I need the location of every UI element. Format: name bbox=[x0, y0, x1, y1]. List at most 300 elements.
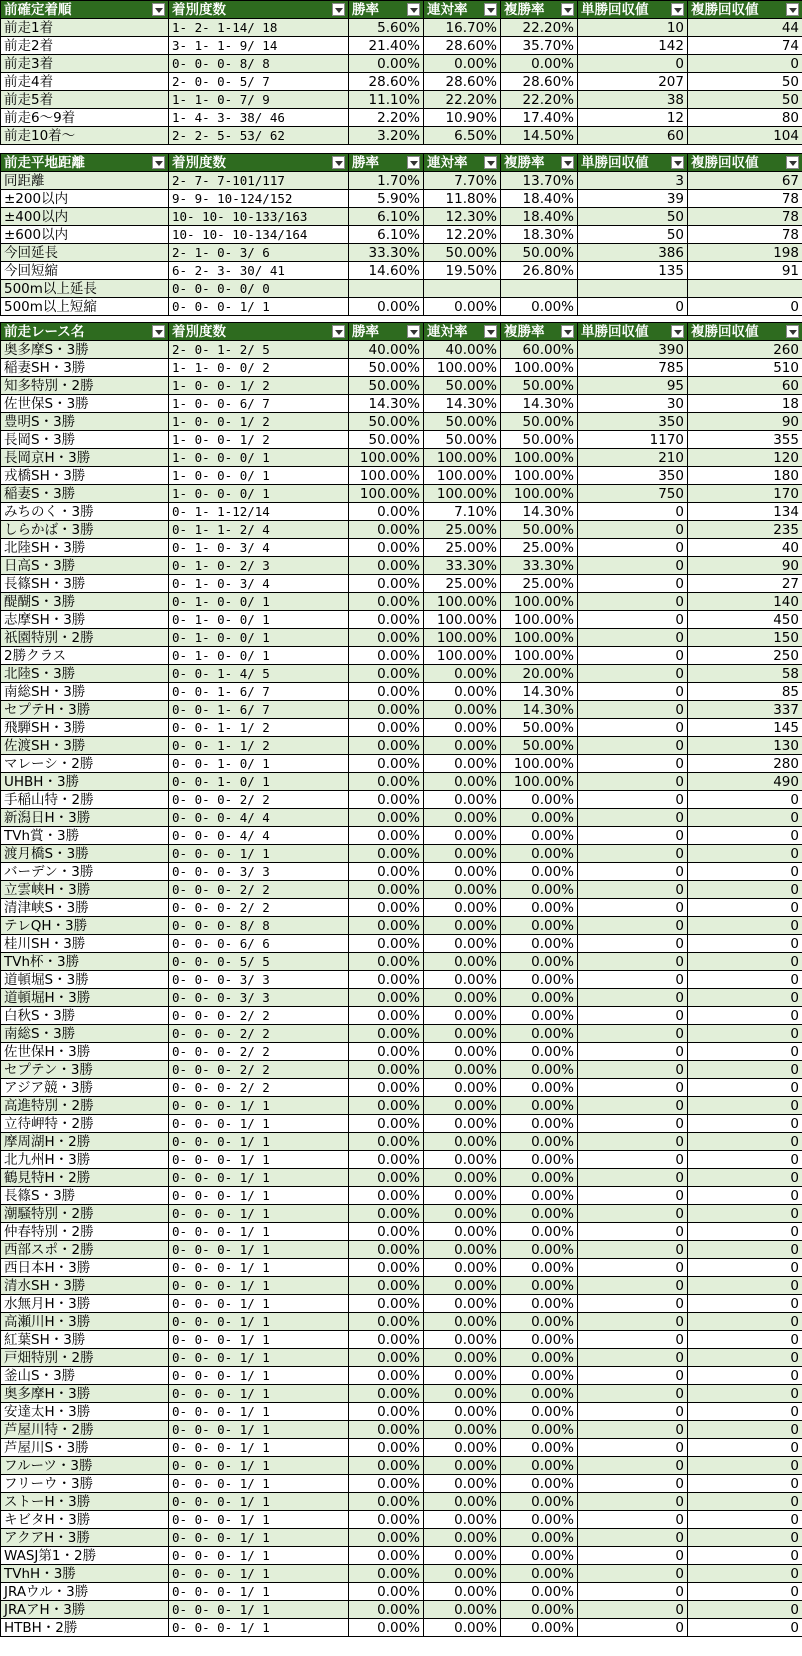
column-header-label: 前確定着順 bbox=[4, 1, 72, 18]
cell-label: 桂川SH・3勝 bbox=[1, 935, 169, 953]
cell-win-rate: 0.00% bbox=[349, 773, 424, 791]
cell-record: 0- 0- 0- 2/ 2 bbox=[169, 1043, 349, 1061]
cell-win-return: 0 bbox=[578, 1133, 688, 1151]
cell-record: 0- 0- 0- 4/ 4 bbox=[169, 827, 349, 845]
filter-dropdown-icon[interactable] bbox=[332, 3, 345, 16]
cell-quinella-rate: 25.00% bbox=[424, 575, 501, 593]
column-header-win-return bbox=[578, 1, 688, 19]
cell-quinella-rate: 0.00% bbox=[424, 1529, 501, 1547]
cell-label: 戎橋SH・3勝 bbox=[1, 467, 169, 485]
cell-record: 1- 0- 0- 0/ 1 bbox=[169, 485, 349, 503]
cell-quinella-rate: 0.00% bbox=[424, 1583, 501, 1601]
cell-place-return: 0 bbox=[688, 1565, 802, 1583]
cell-win-return: 0 bbox=[578, 1511, 688, 1529]
table-row bbox=[1, 37, 802, 55]
cell-win-rate: 0.00% bbox=[349, 1169, 424, 1187]
table-row bbox=[1, 1583, 802, 1601]
cell-win-rate: 50.00% bbox=[349, 431, 424, 449]
cell-win-return: 0 bbox=[578, 1115, 688, 1133]
cell-win-rate: 5.90% bbox=[349, 190, 424, 208]
table-row bbox=[1, 1205, 802, 1223]
cell-win-return: 0 bbox=[578, 809, 688, 827]
cell-record: 2- 0- 0- 5/ 7 bbox=[169, 73, 349, 91]
column-header-label: 勝率 bbox=[352, 1, 379, 18]
cell-label: 仲春特別・2勝 bbox=[1, 1223, 169, 1241]
table-row bbox=[1, 172, 802, 190]
cell-quinella-rate: 0.00% bbox=[424, 55, 501, 73]
cell-win-rate: 0.00% bbox=[349, 1313, 424, 1331]
cell-win-return: 0 bbox=[578, 683, 688, 701]
filter-dropdown-icon[interactable] bbox=[407, 156, 420, 169]
cell-quinella-rate: 6.50% bbox=[424, 127, 501, 145]
cell-place-rate: 0.00% bbox=[501, 791, 578, 809]
cell-label: TVh賞・3勝 bbox=[1, 827, 169, 845]
cell-place-return: 0 bbox=[688, 1547, 802, 1565]
cell-record: 0- 0- 0- 3/ 3 bbox=[169, 989, 349, 1007]
cell-record: 0- 0- 0- 6/ 6 bbox=[169, 935, 349, 953]
cell-quinella-rate: 40.00% bbox=[424, 341, 501, 359]
cell-place-rate: 0.00% bbox=[501, 1259, 578, 1277]
table-row bbox=[1, 1187, 802, 1205]
cell-record: 0- 0- 0- 1/ 1 bbox=[169, 1619, 349, 1637]
cell-place-return: 91 bbox=[688, 262, 802, 280]
cell-record: 3- 1- 1- 9/ 14 bbox=[169, 37, 349, 55]
cell-quinella-rate: 0.00% bbox=[424, 809, 501, 827]
table-row bbox=[1, 127, 802, 145]
cell-record: 0- 0- 1- 1/ 2 bbox=[169, 719, 349, 737]
cell-place-rate: 100.00% bbox=[501, 629, 578, 647]
cell-record: 0- 0- 0- 1/ 1 bbox=[169, 1115, 349, 1133]
cell-place-rate: 0.00% bbox=[501, 1025, 578, 1043]
cell-quinella-rate: 0.00% bbox=[424, 1007, 501, 1025]
cell-label: HTBH・2勝 bbox=[1, 1619, 169, 1637]
cell-record: 2- 0- 1- 2/ 5 bbox=[169, 341, 349, 359]
cell-win-rate: 2.20% bbox=[349, 109, 424, 127]
cell-label: 500m以上短縮 bbox=[1, 298, 169, 316]
cell-quinella-rate: 0.00% bbox=[424, 1601, 501, 1619]
cell-quinella-rate: 0.00% bbox=[424, 1493, 501, 1511]
table-row bbox=[1, 1403, 802, 1421]
filter-dropdown-icon[interactable] bbox=[561, 156, 574, 169]
cell-quinella-rate: 100.00% bbox=[424, 629, 501, 647]
filter-dropdown-icon[interactable] bbox=[484, 3, 497, 16]
cell-win-rate: 11.10% bbox=[349, 91, 424, 109]
cell-place-rate bbox=[501, 280, 578, 298]
cell-win-rate: 0.00% bbox=[349, 899, 424, 917]
cell-place-rate: 0.00% bbox=[501, 1133, 578, 1151]
cell-label: みちのく・3勝 bbox=[1, 503, 169, 521]
cell-record: 0- 0- 0- 1/ 1 bbox=[169, 1439, 349, 1457]
cell-record: 0- 0- 0- 1/ 1 bbox=[169, 845, 349, 863]
cell-place-return: 0 bbox=[688, 791, 802, 809]
cell-win-rate: 0.00% bbox=[349, 917, 424, 935]
cell-quinella-rate: 100.00% bbox=[424, 611, 501, 629]
table-row bbox=[1, 1025, 802, 1043]
cell-win-return: 60 bbox=[578, 127, 688, 145]
table-row bbox=[1, 701, 802, 719]
cell-win-rate: 0.00% bbox=[349, 719, 424, 737]
cell-label: アジア競・3勝 bbox=[1, 1079, 169, 1097]
cell-place-return: 280 bbox=[688, 755, 802, 773]
cell-win-return: 0 bbox=[578, 575, 688, 593]
cell-label: 奥多摩S・3勝 bbox=[1, 341, 169, 359]
cell-win-return: 350 bbox=[578, 413, 688, 431]
cell-win-rate: 0.00% bbox=[349, 1349, 424, 1367]
cell-place-rate: 14.30% bbox=[501, 683, 578, 701]
cell-quinella-rate: 0.00% bbox=[424, 1349, 501, 1367]
cell-record: 0- 0- 0- 1/ 1 bbox=[169, 1367, 349, 1385]
cell-place-rate: 0.00% bbox=[501, 1115, 578, 1133]
column-header-label: 複勝回収値 bbox=[691, 154, 759, 171]
cell-quinella-rate: 0.00% bbox=[424, 1277, 501, 1295]
table-row bbox=[1, 1421, 802, 1439]
cell-win-return: 30 bbox=[578, 395, 688, 413]
cell-win-rate: 0.00% bbox=[349, 1331, 424, 1349]
table-row bbox=[1, 208, 802, 226]
cell-place-rate: 13.70% bbox=[501, 172, 578, 190]
cell-label: 鶴見特H・2勝 bbox=[1, 1169, 169, 1187]
filter-dropdown-icon[interactable] bbox=[407, 325, 420, 338]
table-row bbox=[1, 611, 802, 629]
cell-label: キビタH・3勝 bbox=[1, 1511, 169, 1529]
cell-label: 西部スポ・2勝 bbox=[1, 1241, 169, 1259]
cell-label: 渡月橋S・3勝 bbox=[1, 845, 169, 863]
cell-label: 北九州H・3勝 bbox=[1, 1151, 169, 1169]
cell-place-return: 198 bbox=[688, 244, 802, 262]
cell-place-rate: 0.00% bbox=[501, 1511, 578, 1529]
cell-record: 2- 1- 0- 3/ 6 bbox=[169, 244, 349, 262]
cell-record: 0- 0- 1- 0/ 1 bbox=[169, 755, 349, 773]
table-row bbox=[1, 109, 802, 127]
filter-dropdown-icon[interactable] bbox=[152, 3, 165, 16]
cell-place-return: 27 bbox=[688, 575, 802, 593]
table-row bbox=[1, 935, 802, 953]
cell-label: 今回延長 bbox=[1, 244, 169, 262]
cell-win-return: 0 bbox=[578, 953, 688, 971]
table-row bbox=[1, 755, 802, 773]
cell-quinella-rate bbox=[424, 280, 501, 298]
cell-label: 清水SH・3勝 bbox=[1, 1277, 169, 1295]
cell-place-rate: 0.00% bbox=[501, 1403, 578, 1421]
cell-quinella-rate: 0.00% bbox=[424, 863, 501, 881]
cell-win-rate: 100.00% bbox=[349, 467, 424, 485]
cell-win-return: 3 bbox=[578, 172, 688, 190]
cell-quinella-rate: 0.00% bbox=[424, 1421, 501, 1439]
filter-dropdown-icon[interactable] bbox=[332, 156, 345, 169]
cell-place-return: 78 bbox=[688, 226, 802, 244]
cell-place-rate: 14.30% bbox=[501, 503, 578, 521]
column-header-win-return bbox=[578, 323, 688, 341]
table-row bbox=[1, 989, 802, 1007]
cell-win-return: 0 bbox=[578, 1349, 688, 1367]
cell-quinella-rate: 0.00% bbox=[424, 1457, 501, 1475]
cell-record: 0- 0- 0- 1/ 1 bbox=[169, 1205, 349, 1223]
cell-quinella-rate: 0.00% bbox=[424, 791, 501, 809]
cell-record: 0- 0- 0- 1/ 1 bbox=[169, 1277, 349, 1295]
table-row bbox=[1, 539, 802, 557]
cell-record: 10- 10- 10-133/163 bbox=[169, 208, 349, 226]
cell-place-rate: 0.00% bbox=[501, 1097, 578, 1115]
filter-dropdown-icon[interactable] bbox=[332, 325, 345, 338]
cell-win-return: 0 bbox=[578, 1547, 688, 1565]
cell-win-rate: 0.00% bbox=[349, 1007, 424, 1025]
cell-place-rate: 100.00% bbox=[501, 359, 578, 377]
filter-dropdown-icon[interactable] bbox=[484, 325, 497, 338]
cell-place-rate: 0.00% bbox=[501, 935, 578, 953]
cell-win-return: 0 bbox=[578, 1457, 688, 1475]
table-row bbox=[1, 467, 802, 485]
cell-label: 北陸S・3勝 bbox=[1, 665, 169, 683]
table-row bbox=[1, 190, 802, 208]
cell-win-rate: 0.00% bbox=[349, 557, 424, 575]
cell-place-rate: 35.70% bbox=[501, 37, 578, 55]
filter-dropdown-icon[interactable] bbox=[786, 325, 799, 338]
table-row bbox=[1, 377, 802, 395]
cell-quinella-rate: 0.00% bbox=[424, 1403, 501, 1421]
cell-label: 醍醐S・3勝 bbox=[1, 593, 169, 611]
cell-label: 今回短縮 bbox=[1, 262, 169, 280]
cell-place-return: 90 bbox=[688, 413, 802, 431]
cell-win-rate: 0.00% bbox=[349, 863, 424, 881]
cell-win-rate: 0.00% bbox=[349, 1601, 424, 1619]
filter-dropdown-icon[interactable] bbox=[786, 156, 799, 169]
cell-win-return: 0 bbox=[578, 1223, 688, 1241]
cell-place-return: 0 bbox=[688, 1043, 802, 1061]
cell-place-rate: 0.00% bbox=[501, 1187, 578, 1205]
cell-quinella-rate: 7.10% bbox=[424, 503, 501, 521]
cell-win-return: 0 bbox=[578, 1421, 688, 1439]
cell-win-return: 0 bbox=[578, 881, 688, 899]
column-header-label: 着別度数 bbox=[172, 154, 226, 171]
cell-record: 1- 4- 3- 38/ 46 bbox=[169, 109, 349, 127]
cell-label: 道頓堀S・3勝 bbox=[1, 971, 169, 989]
cell-label: バーデン・3勝 bbox=[1, 863, 169, 881]
cell-quinella-rate: 0.00% bbox=[424, 1565, 501, 1583]
cell-quinella-rate: 0.00% bbox=[424, 881, 501, 899]
cell-place-return: 250 bbox=[688, 647, 802, 665]
cell-place-rate: 50.00% bbox=[501, 521, 578, 539]
cell-record: 0- 0- 0- 1/ 1 bbox=[169, 298, 349, 316]
cell-place-return: 0 bbox=[688, 1439, 802, 1457]
cell-quinella-rate: 11.80% bbox=[424, 190, 501, 208]
table-row bbox=[1, 953, 802, 971]
cell-win-rate: 0.00% bbox=[349, 665, 424, 683]
cell-quinella-rate: 12.30% bbox=[424, 208, 501, 226]
table-row bbox=[1, 1259, 802, 1277]
cell-win-rate: 0.00% bbox=[349, 989, 424, 1007]
table-row bbox=[1, 91, 802, 109]
cell-place-rate: 0.00% bbox=[501, 989, 578, 1007]
cell-win-rate: 0.00% bbox=[349, 971, 424, 989]
cell-win-rate: 0.00% bbox=[349, 1511, 424, 1529]
cell-place-return: 58 bbox=[688, 665, 802, 683]
table-row bbox=[1, 359, 802, 377]
cell-place-return: 104 bbox=[688, 127, 802, 145]
cell-win-return: 0 bbox=[578, 1529, 688, 1547]
cell-win-rate: 0.00% bbox=[349, 629, 424, 647]
cell-place-return: 0 bbox=[688, 1583, 802, 1601]
cell-label: TVh杯・3勝 bbox=[1, 953, 169, 971]
cell-place-return: 44 bbox=[688, 19, 802, 37]
column-header-record bbox=[169, 1, 349, 19]
table-row bbox=[1, 1331, 802, 1349]
cell-win-rate: 0.00% bbox=[349, 953, 424, 971]
cell-place-return: 0 bbox=[688, 1331, 802, 1349]
cell-place-return: 80 bbox=[688, 109, 802, 127]
cell-win-return: 0 bbox=[578, 755, 688, 773]
cell-win-rate: 0.00% bbox=[349, 1097, 424, 1115]
filter-dropdown-icon[interactable] bbox=[561, 325, 574, 338]
cell-win-rate: 0.00% bbox=[349, 755, 424, 773]
table-row bbox=[1, 1475, 802, 1493]
cell-label: 前走4着 bbox=[1, 73, 169, 91]
filter-dropdown-icon[interactable] bbox=[671, 325, 684, 338]
cell-place-rate: 20.00% bbox=[501, 665, 578, 683]
cell-record: 0- 1- 0- 0/ 1 bbox=[169, 629, 349, 647]
cell-win-return: 210 bbox=[578, 449, 688, 467]
cell-label: WASJ第1・2勝 bbox=[1, 1547, 169, 1565]
cell-place-rate: 14.30% bbox=[501, 701, 578, 719]
column-header-record bbox=[169, 323, 349, 341]
cell-place-return: 490 bbox=[688, 773, 802, 791]
cell-place-return: 0 bbox=[688, 863, 802, 881]
cell-label: フリーウ・3勝 bbox=[1, 1475, 169, 1493]
cell-place-rate: 0.00% bbox=[501, 1583, 578, 1601]
cell-place-return: 0 bbox=[688, 1313, 802, 1331]
cell-label: 南総SH・3勝 bbox=[1, 683, 169, 701]
cell-win-return: 0 bbox=[578, 1583, 688, 1601]
cell-place-rate: 100.00% bbox=[501, 485, 578, 503]
cell-record: 0- 1- 0- 0/ 1 bbox=[169, 611, 349, 629]
cell-place-rate: 50.00% bbox=[501, 413, 578, 431]
table-row bbox=[1, 262, 802, 280]
table-row bbox=[1, 226, 802, 244]
column-header-quinella-rate bbox=[424, 154, 501, 172]
filter-dropdown-icon[interactable] bbox=[786, 3, 799, 16]
cell-record: 0- 1- 0- 0/ 1 bbox=[169, 647, 349, 665]
cell-quinella-rate: 0.00% bbox=[424, 1295, 501, 1313]
cell-win-return: 0 bbox=[578, 971, 688, 989]
column-header-place-rate bbox=[501, 323, 578, 341]
filter-dropdown-icon[interactable] bbox=[407, 3, 420, 16]
cell-quinella-rate: 0.00% bbox=[424, 665, 501, 683]
cell-place-rate: 50.00% bbox=[501, 431, 578, 449]
cell-win-return: 0 bbox=[578, 935, 688, 953]
cell-quinella-rate: 50.00% bbox=[424, 244, 501, 262]
cell-label: セプテH・3勝 bbox=[1, 701, 169, 719]
cell-quinella-rate: 7.70% bbox=[424, 172, 501, 190]
cell-place-rate: 0.00% bbox=[501, 899, 578, 917]
table-row bbox=[1, 1133, 802, 1151]
cell-label: 佐世保S・3勝 bbox=[1, 395, 169, 413]
cell-record: 2- 2- 5- 53/ 62 bbox=[169, 127, 349, 145]
cell-record: 10- 10- 10-134/164 bbox=[169, 226, 349, 244]
cell-record: 0- 0- 0- 1/ 1 bbox=[169, 1547, 349, 1565]
filter-dropdown-icon[interactable] bbox=[152, 156, 165, 169]
cell-quinella-rate: 0.00% bbox=[424, 1223, 501, 1241]
table-row bbox=[1, 917, 802, 935]
cell-win-rate: 0.00% bbox=[349, 1547, 424, 1565]
cell-place-rate: 0.00% bbox=[501, 827, 578, 845]
cell-win-rate: 0.00% bbox=[349, 1457, 424, 1475]
cell-place-rate: 50.00% bbox=[501, 244, 578, 262]
cell-win-return: 0 bbox=[578, 827, 688, 845]
cell-win-return: 0 bbox=[578, 719, 688, 737]
cell-win-return: 0 bbox=[578, 1313, 688, 1331]
cell-place-rate: 0.00% bbox=[501, 845, 578, 863]
table-row bbox=[1, 55, 802, 73]
cell-win-rate: 0.00% bbox=[349, 827, 424, 845]
cell-quinella-rate: 0.00% bbox=[424, 917, 501, 935]
cell-quinella-rate: 12.20% bbox=[424, 226, 501, 244]
table-row bbox=[1, 1601, 802, 1619]
cell-win-rate: 14.30% bbox=[349, 395, 424, 413]
cell-place-rate: 0.00% bbox=[501, 1565, 578, 1583]
cell-quinella-rate: 50.00% bbox=[424, 413, 501, 431]
cell-place-return: 170 bbox=[688, 485, 802, 503]
cell-label: 500m以上延長 bbox=[1, 280, 169, 298]
cell-place-return: 0 bbox=[688, 1277, 802, 1295]
column-header-label: 複勝率 bbox=[504, 154, 545, 171]
cell-quinella-rate: 100.00% bbox=[424, 467, 501, 485]
cell-quinella-rate: 0.00% bbox=[424, 1043, 501, 1061]
column-header-record bbox=[169, 154, 349, 172]
table-row bbox=[1, 899, 802, 917]
cell-win-return: 350 bbox=[578, 467, 688, 485]
cell-record: 9- 9- 10-124/152 bbox=[169, 190, 349, 208]
cell-place-rate: 60.00% bbox=[501, 341, 578, 359]
cell-win-rate: 40.00% bbox=[349, 341, 424, 359]
cell-place-return: 0 bbox=[688, 1061, 802, 1079]
cell-label: 知多特別・2勝 bbox=[1, 377, 169, 395]
cell-quinella-rate: 0.00% bbox=[424, 1133, 501, 1151]
cell-win-rate: 33.30% bbox=[349, 244, 424, 262]
cell-quinella-rate: 0.00% bbox=[424, 1169, 501, 1187]
cell-place-return: 0 bbox=[688, 1259, 802, 1277]
cell-record: 0- 0- 0- 2/ 2 bbox=[169, 899, 349, 917]
cell-place-rate: 0.00% bbox=[501, 1385, 578, 1403]
cell-place-rate: 0.00% bbox=[501, 1313, 578, 1331]
cell-place-rate: 25.00% bbox=[501, 539, 578, 557]
cell-quinella-rate: 50.00% bbox=[424, 431, 501, 449]
cell-win-return: 0 bbox=[578, 1277, 688, 1295]
filter-dropdown-icon[interactable] bbox=[152, 325, 165, 338]
cell-record: 0- 0- 0- 4/ 4 bbox=[169, 809, 349, 827]
cell-label: しらかば・3勝 bbox=[1, 521, 169, 539]
cell-record: 2- 7- 7-101/117 bbox=[169, 172, 349, 190]
filter-dropdown-icon[interactable] bbox=[671, 3, 684, 16]
filter-dropdown-icon[interactable] bbox=[671, 156, 684, 169]
cell-win-return: 0 bbox=[578, 989, 688, 1007]
cell-win-rate: 100.00% bbox=[349, 485, 424, 503]
column-header-label bbox=[1, 154, 169, 172]
filter-dropdown-icon[interactable] bbox=[561, 3, 574, 16]
cell-label: 北陸SH・3勝 bbox=[1, 539, 169, 557]
filter-dropdown-icon[interactable] bbox=[484, 156, 497, 169]
cell-label: 南総S・3勝 bbox=[1, 1025, 169, 1043]
table-row bbox=[1, 1313, 802, 1331]
cell-quinella-rate: 0.00% bbox=[424, 1385, 501, 1403]
cell-place-rate: 0.00% bbox=[501, 1349, 578, 1367]
cell-record: 1- 1- 0- 0/ 2 bbox=[169, 359, 349, 377]
cell-place-rate: 14.50% bbox=[501, 127, 578, 145]
cell-label: 前走6～9着 bbox=[1, 109, 169, 127]
cell-place-return: 0 bbox=[688, 1205, 802, 1223]
cell-place-rate: 0.00% bbox=[501, 1241, 578, 1259]
cell-place-return: 0 bbox=[688, 55, 802, 73]
cell-label: 祇園特別・2勝 bbox=[1, 629, 169, 647]
cell-win-return: 0 bbox=[578, 1367, 688, 1385]
